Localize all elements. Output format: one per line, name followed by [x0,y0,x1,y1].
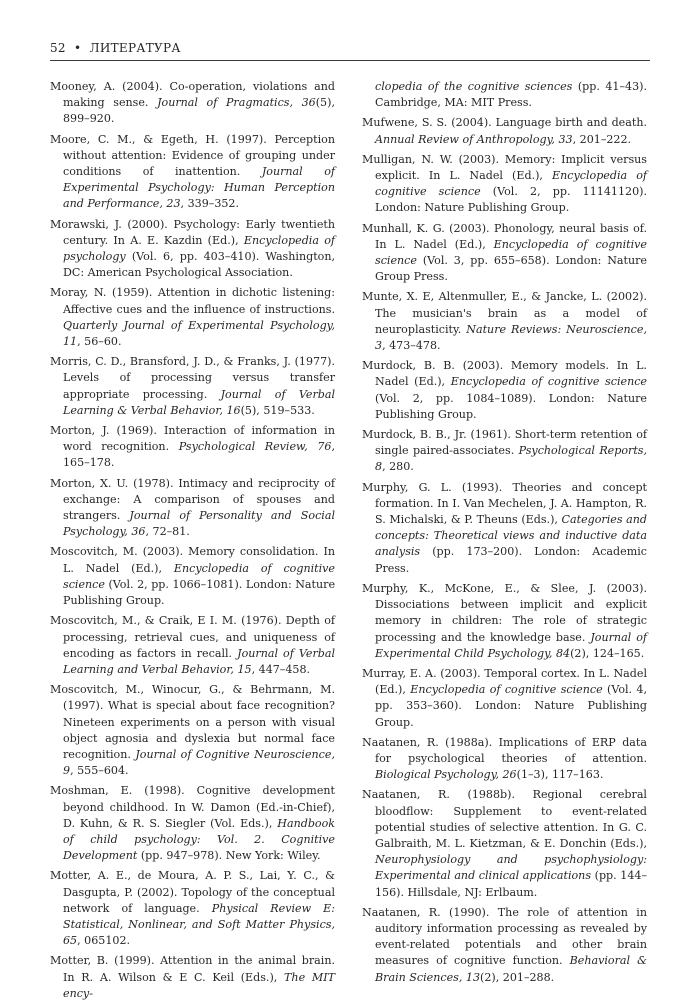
reference-text: Naatanen, R. (1988b). Regional cerebral bloodflow: Supplement to event-related potential studies of selective attention. In G. C. Galbraith, M. L. Kietzman, & E. Donchin (Eds.), [362,788,647,850]
reference-source-title: Biological Psychology, 26 [375,768,517,782]
reference-text: , 339–352. [180,197,240,211]
reference-entry [50,217,335,282]
reference-text: Moray, N. (1959). Attention in dichotic listening: Affective cues and the influence of instructions. [50,286,335,316]
reference-entry [50,476,335,541]
reference-text: (Vol. 2, pp. 1066–1081). London: Nature Publishing Group. [63,577,336,608]
reference-entry [50,613,335,678]
reference-entry [362,427,647,476]
reference-source-title: Handbook of child psychology: Vol. 2. Cognitive Development [63,816,335,863]
reference-text: Murray, E. A. (2003). Temporal cortex. In L. Nadel (Ed.), [362,666,647,697]
reference-text: (2), 124–165. [570,646,645,660]
reference-text: Munhall, K. G. (2003). Phonology, neural basis of. In L. Nadel (Ed.), [362,221,647,251]
reference-text: Naatanen, R. (1990). The role of attention in auditory information processing as revealed by event-related potentials and other brain measures of cognitive function. [362,905,647,968]
reference-continuation [362,79,647,111]
reference-text: Mooney, A. (2004). Co-operation, violations and making sense. [50,80,335,110]
reference-entry [362,115,647,147]
reference-text: (pp. 173–200). London: Academic Press. [375,545,647,575]
reference-source-title: Annual Review of Anthropology, 33 [375,132,573,146]
reference-text: Moore, C. M., & Egeth, H. (1997). Perception without attention: Evidence of grouping under conditions of inattention. [50,132,335,179]
section-title: ЛИТЕРАТУРА [89,41,181,55]
reference-source-title: Journal of Personality and Social Psychology, 36 [63,509,335,539]
header-bullet: • [74,41,82,55]
reference-text: (1–3), 117–163. [516,768,604,782]
reference-text: Moscovitch, M., & Craik, E I. M. (1976). Depth of processing, retrieval cues, and uniqueness of encoding as factors in recall. [50,614,335,660]
reference-entry [50,682,335,779]
reference-text: (pp. 144–156). Hillsdale, NJ: Erlbaum. [375,869,647,899]
reference-text: , 56–60. [77,335,122,349]
reference-entry [362,905,647,986]
header-rule [50,60,650,61]
reference-entry [362,221,647,286]
reference-source-title: Neurophysiology and psychophysiology: Experimental and clinical applications [375,853,647,883]
reference-source-title: Journal of Verbal Learning and Verbal Behavior, 15 [63,646,336,676]
reference-source-title: Encyclopedia of cognitive science [63,561,335,591]
reference-text: (pp. 41–43). Cambridge, MA: MIT Press. [375,80,648,110]
reference-text: , 447–458. [251,662,311,676]
reference-text: Murphy, G. L. (1993). Theories and concept formation. In I. Van Mechelen, J. A. Hampton, R. S. Michalski, & P. Theuns (Eds.), [362,480,647,527]
reference-entry [50,354,335,419]
reference-source-title: Encyclopedia of cognitive science [375,169,648,199]
reference-entry [362,152,647,217]
reference-text: , 065102. [77,934,131,948]
reference-entry [50,783,335,864]
reference-source-title: Psychological Reports, 8 [375,444,647,474]
reference-entry [50,544,335,609]
reference-text: (Vol. 4, pp. 353–360). London: Nature Publishing Group. [375,683,648,729]
reference-text: (5), 519–533. [240,403,315,417]
reference-text: (Vol. 3, pp. 655–658). London: Nature Group Press. [375,254,647,284]
reference-text: , 473–478. [382,339,441,353]
reference-text: Moscovitch, M., Winocur, G., & Behrmann, M. (1997). What is special about face recognition? Nineteen experiments on a person with visual object agnosia and dyslexia but normal face recognition. [50,683,335,761]
reference-entry [50,953,335,1002]
reference-source-title: Quarterly Journal of Experimental Psychology, 11 [63,318,335,349]
reference-source-title: Journal of Experimental Psychology: Human Perception and Performance, 23 [63,165,335,211]
reference-text: Motter, B. (1999). Attention in the animal brain. In R. A. Wilson & E C. Keil (Eds.), [50,954,335,984]
left-column [50,79,335,1006]
reference-source-title: Psychological Review, 76 [178,440,332,454]
reference-entry [362,581,647,662]
reference-text: Murdock, B. B., Jr. (1961). Short-term retention of single paired-associates. [362,428,647,458]
reference-text: , 280. [382,460,414,474]
reference-text: Naatanen, R. (1988a). Implications of ERP data for psychological theories of attention. [362,735,647,765]
reference-entry [362,358,647,423]
reference-text: Motter, A. E., de Moura, A. P. S., Lai, Y. C., & Dasgupta, P. (2002). Topology of the conceptual network of language. [50,869,335,915]
reference-source-title: Encyclopedia of cognitive science [450,375,647,389]
reference-text: Moscovitch, M. (2003). Memory consolidation. In L. Nadel (Ed.), [50,545,335,575]
reference-text: (Vol. 2, pp. 11141120). London: Nature Publishing Group. [375,185,647,215]
reference-text: Moshman, E. (1998). Cognitive development beyond childhood. In W. Damon (Ed.-in-Chief), D. Kuhn, & R. S. Siegler (Vol. Eds.), [50,784,335,830]
reference-text: , 72–81. [145,525,190,539]
reference-source-title: Encyclopedia of psychology [63,233,335,264]
reference-source-title: Nature Reviews: Neuroscience, 3 [375,322,647,353]
reference-text: Murdock, B. B. (2003). Memory models. In L. Nadel (Ed.), [362,359,647,389]
reference-entry [50,132,335,213]
reference-entry [50,79,335,128]
page-number: 52 [50,41,66,55]
reference-text: , 201–222. [572,132,632,146]
reference-text: , 555–604. [70,764,129,778]
reference-entry [50,285,335,350]
reference-text: (Vol. 6, pp. 403–410). Washington, DC: American Psychological Association. [63,250,335,280]
reference-source-title: Encyclopedia of cognitive science [375,237,647,268]
reference-source-title: Categories and concepts: Theoretical views and inductive data analysis [375,513,648,559]
reference-source-title: Journal of Experimental Child Psychology, 84 [375,630,647,660]
reference-source-title: Physical Review E: Statistical, Nonlinear, and Soft Matter Physics, 65 [63,901,335,948]
reference-entry [50,868,335,949]
reference-text: Morton, J. (1969). Interaction of information in word recognition. [50,424,335,454]
reference-entry [362,289,647,354]
reference-text: Murphy, K., McKone, E., & Slee, J. (2003). Dissociations between implicit and explicit memory in children: The role of strategic processing and the knowledge base. [362,581,647,644]
reference-source-title: clopedia of the cognitive sciences [375,80,573,93]
reference-text: (5), 899–920. [63,96,335,126]
reference-entry [362,735,647,784]
reference-text: Morawski, J. (2000). Psychology: Early twentieth century. In A. E. Kazdin (Ed.), [50,217,335,247]
reference-text: Morris, C. D., Bransford, J. D., & Franks, J. (1977). Levels of processing versus transfer appropriate processing. [50,355,335,401]
reference-entry [362,666,647,731]
reference-source-title: The MIT ency- [63,970,335,1000]
reference-text: Mufwene, S. S. (2004). Language birth and death. [362,116,647,130]
reference-source-title: Journal of Verbal Learning & Verbal Behavior, 16 [63,387,336,417]
reference-text: , 165–178. [63,440,336,470]
reference-text: (pp. 947–978). New York: Wiley. [137,849,321,863]
reference-entry [362,480,647,577]
reference-entry [362,787,647,900]
reference-text: Mulligan, N. W. (2003). Memory: Implicit versus explicit. In L. Nadel (Ed.), [362,152,647,183]
reference-source-title: Behavioral & Brain Sciences, 13 [375,954,647,984]
reference-source-title: Journal of Pragmatics, 36 [157,96,316,110]
reference-entry [50,423,335,472]
reference-text: (Vol. 2, pp. 1084–1089). London: Nature Publishing Group. [375,391,647,421]
reference-source-title: Journal of Cognitive Neuroscience, 9 [63,747,335,778]
reference-source-title: Encyclopedia of cognitive science [410,683,603,697]
reference-text: Morton, X. U. (1978). Intimacy and reciprocity of exchange: A comparison of spouses and strangers. [50,476,335,523]
right-column [362,79,647,990]
running-header [50,41,650,55]
reference-text: Munte, X. E, Altenmuller, E., & Jancke, L. (2002). The musician's brain as a model of neuroplasticity. [362,290,647,336]
reference-text: (2), 201–288. [480,970,555,984]
